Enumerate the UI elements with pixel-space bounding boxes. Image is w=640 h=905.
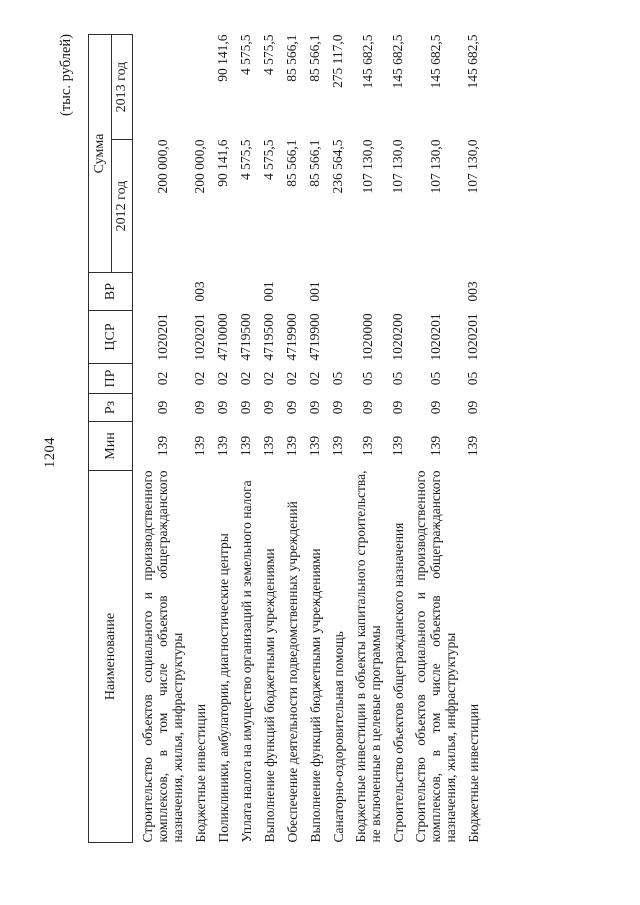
header-sum: Сумма bbox=[89, 35, 112, 273]
rz-code-cell: 09 bbox=[154, 400, 170, 415]
pr-code-cell: 02 bbox=[238, 371, 253, 386]
pr-code-cell: 02 bbox=[215, 371, 230, 386]
name-cell: Строительство объектов социального и производственного комплексов, в том числе объектов общегражданского назначения, жилья, инфраструктуры bbox=[140, 470, 185, 843]
name-cell: Бюджетные инвестиции в объекты капитального строительства, не включенные в целевые программы bbox=[353, 470, 383, 843]
header-vr: ВР bbox=[89, 273, 133, 311]
table-header bbox=[89, 35, 133, 843]
page-number: 1204 bbox=[42, 437, 58, 468]
sum-2013-cell: 145 682,5 bbox=[427, 34, 443, 89]
min-code-cell: 139 bbox=[238, 435, 253, 457]
min-code-cell: 139 bbox=[330, 435, 345, 457]
rz-code-cell: 09 bbox=[192, 400, 207, 415]
table-row bbox=[208, 35, 231, 843]
units-note: (тыс. рублей) bbox=[58, 34, 74, 116]
sum-2012-cell: 200 000,0 bbox=[192, 139, 207, 194]
sum-2012-cell: 107 130,0 bbox=[390, 139, 405, 194]
sum-2012-cell: 236 564,5 bbox=[330, 139, 345, 194]
min-code-cell: 139 bbox=[390, 435, 405, 457]
min-code-cell: 139 bbox=[307, 435, 322, 457]
sum-2013-cell: 90 141,6 bbox=[215, 34, 230, 82]
header-year-2012: 2012 год bbox=[112, 140, 133, 273]
table-row bbox=[185, 35, 208, 843]
rz-code-cell: 09 bbox=[427, 400, 443, 415]
name-cell: Санаторно-оздоровительная помощь bbox=[330, 631, 346, 843]
pr-code-cell: 05 bbox=[427, 371, 443, 386]
sum-2012-cell: 85 566,1 bbox=[307, 139, 322, 187]
name-cell: Поликлиники, амбулатории, диагностические центры bbox=[215, 533, 231, 843]
pr-code-cell: 02 bbox=[284, 371, 299, 386]
sum-2013-cell: 4 575,5 bbox=[261, 34, 276, 75]
csr-code-cell: 4719500 bbox=[261, 313, 276, 361]
budget-table bbox=[88, 34, 481, 843]
sum-2013-cell: 145 682,5 bbox=[360, 34, 375, 89]
rz-code-cell: 09 bbox=[360, 400, 375, 415]
sum-2013-cell: 85 566,1 bbox=[284, 34, 299, 82]
sum-2013-cell: 145 682,5 bbox=[390, 34, 405, 89]
vr-code-cell: 003 bbox=[192, 281, 207, 302]
pr-code-cell: 02 bbox=[192, 371, 207, 386]
name-cell: Выполнение функций бюджетными учреждениями bbox=[261, 548, 277, 843]
pr-code-cell: 02 bbox=[261, 371, 276, 386]
sum-2012-cell: 4 575,5 bbox=[238, 139, 253, 180]
pr-code-cell: 05 bbox=[360, 371, 375, 386]
name-cell: Бюджетные инвестиции bbox=[465, 703, 481, 843]
rz-code-cell: 09 bbox=[465, 400, 480, 415]
table-row bbox=[254, 35, 277, 843]
csr-code-cell: 1020201 bbox=[154, 313, 170, 361]
header-year-2013: 2013 год bbox=[112, 35, 133, 140]
min-code-cell: 139 bbox=[261, 435, 276, 457]
rz-code-cell: 09 bbox=[307, 400, 322, 415]
min-code-cell: 139 bbox=[465, 435, 480, 457]
header-min: Мин bbox=[89, 422, 133, 471]
rz-code-cell: 09 bbox=[284, 400, 299, 415]
header-csr: ЦСР bbox=[89, 311, 133, 364]
vr-code-cell: 003 bbox=[465, 281, 480, 302]
sum-2012-cell: 200 000,0 bbox=[154, 139, 170, 194]
vr-code-cell bbox=[277, 273, 300, 311]
csr-code-cell bbox=[323, 311, 346, 364]
rz-code-cell: 09 bbox=[215, 400, 230, 415]
sum-2012-cell: 107 130,0 bbox=[465, 139, 480, 194]
table-body bbox=[133, 35, 482, 843]
vr-code-cell bbox=[346, 273, 383, 311]
pr-code-cell: 05 bbox=[465, 371, 480, 386]
sum-2013-cell: 145 682,5 bbox=[465, 34, 480, 89]
csr-code-cell: 4719900 bbox=[307, 313, 322, 361]
min-code-cell: 139 bbox=[427, 435, 443, 457]
vr-code-cell: 001 bbox=[307, 281, 322, 302]
table-row bbox=[133, 35, 186, 843]
rz-code-cell: 09 bbox=[330, 400, 345, 415]
sum-2013-cell: 85 566,1 bbox=[307, 34, 322, 82]
sum-2012-cell: 90 141,6 bbox=[215, 139, 230, 187]
pr-code-cell: 02 bbox=[307, 371, 322, 386]
min-code-cell: 139 bbox=[192, 435, 207, 457]
table-row bbox=[406, 35, 458, 843]
sum-2013-cell: 275 117,0 bbox=[330, 34, 345, 88]
table-row bbox=[231, 35, 254, 843]
min-code-cell: 139 bbox=[360, 435, 375, 457]
name-cell: Строительство объектов социального и производственного комплексов, в том числе объектов общегражданского назначения, жилья, инфраструктуры bbox=[413, 470, 458, 843]
pr-code-cell: 02 bbox=[154, 371, 170, 386]
csr-code-cell: 4719500 bbox=[238, 313, 253, 361]
sum-2012-cell: 4 575,5 bbox=[261, 139, 276, 180]
sum-2012-cell: 85 566,1 bbox=[284, 139, 299, 187]
vr-code-cell bbox=[406, 273, 458, 311]
name-cell: Обеспечение деятельности подведомственных учреждений bbox=[284, 501, 300, 843]
pr-code-cell: 05 bbox=[390, 371, 405, 386]
table-row bbox=[323, 35, 346, 843]
sum-2013-cell: 4 575,5 bbox=[238, 34, 253, 75]
table-row bbox=[300, 35, 323, 843]
csr-code-cell: 1020201 bbox=[427, 313, 443, 361]
name-cell: Уплата налога на имущество организаций и земельного налога bbox=[238, 480, 254, 843]
csr-code-cell: 1020200 bbox=[390, 313, 405, 361]
header-name: Наименование bbox=[89, 471, 133, 843]
min-code-cell: 139 bbox=[154, 435, 170, 457]
sum-2013-cell bbox=[185, 35, 208, 140]
rz-code-cell: 09 bbox=[261, 400, 276, 415]
vr-code-cell bbox=[133, 273, 186, 311]
sum-2013-cell bbox=[133, 35, 186, 140]
csr-code-cell: 4719900 bbox=[284, 313, 299, 361]
name-cell: Бюджетные инвестиции bbox=[192, 703, 208, 843]
csr-code-cell: 4710000 bbox=[215, 313, 230, 361]
header-rz: Рз bbox=[89, 394, 133, 422]
vr-code-cell bbox=[383, 273, 406, 311]
pr-code-cell: 05 bbox=[330, 371, 345, 386]
table-row bbox=[458, 35, 481, 843]
table-row bbox=[346, 35, 383, 843]
name-cell: Выполнение функций бюджетными учреждениями bbox=[307, 548, 323, 843]
sum-2012-cell: 107 130,0 bbox=[360, 139, 375, 194]
sum-2012-cell: 107 130,0 bbox=[427, 139, 443, 194]
rz-code-cell: 09 bbox=[238, 400, 253, 415]
csr-code-cell: 1020000 bbox=[360, 313, 375, 361]
csr-code-cell: 1020201 bbox=[465, 313, 480, 361]
vr-code-cell bbox=[231, 273, 254, 311]
name-cell: Строительство объектов общегражданского назначения bbox=[390, 522, 406, 843]
rz-code-cell: 09 bbox=[390, 400, 405, 415]
min-code-cell: 139 bbox=[284, 435, 299, 457]
vr-code-cell bbox=[208, 273, 231, 311]
table-row bbox=[277, 35, 300, 843]
header-pr: ПР bbox=[89, 364, 133, 394]
csr-code-cell: 1020201 bbox=[192, 313, 207, 361]
table-row bbox=[383, 35, 406, 843]
vr-code-cell: 001 bbox=[261, 281, 276, 302]
vr-code-cell bbox=[323, 273, 346, 311]
min-code-cell: 139 bbox=[215, 435, 230, 457]
